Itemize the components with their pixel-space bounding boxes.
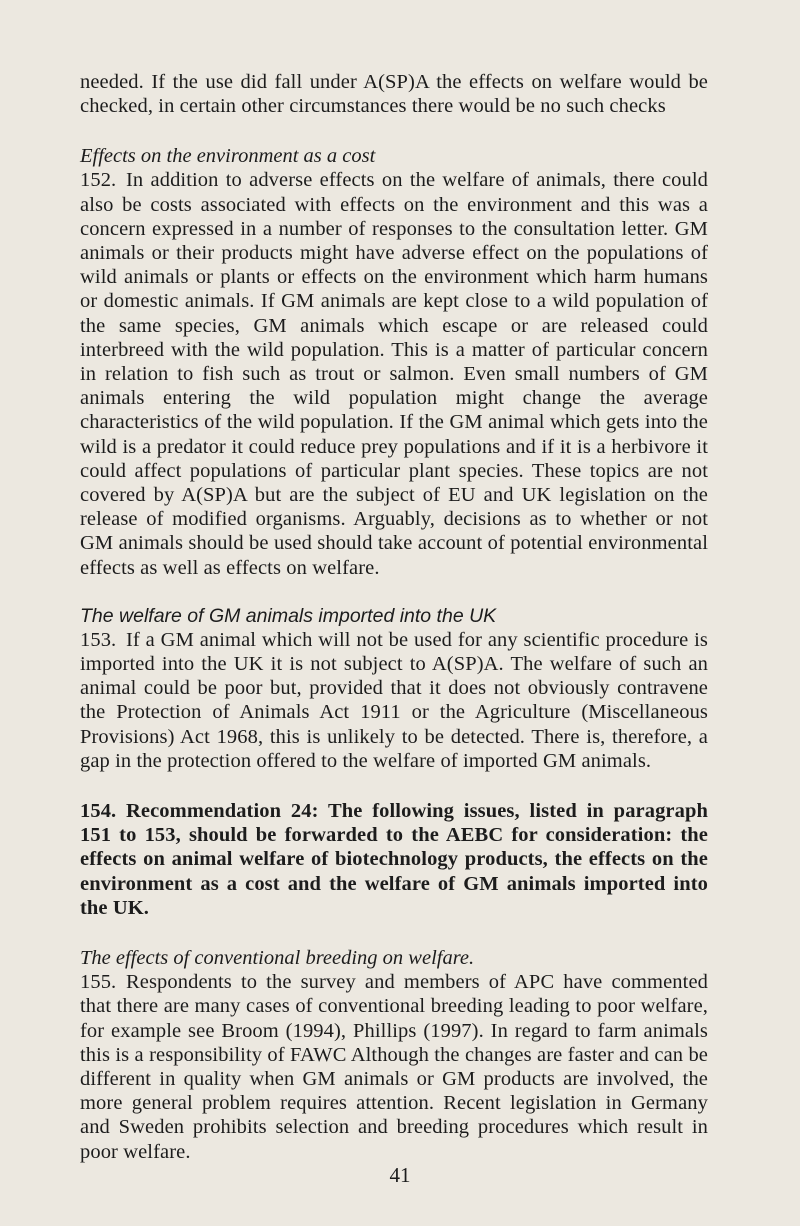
paragraph-text: If a GM animal which will not be used for any scientific procedure is imported into the UK it is not subject to A(SP)A. The welfare of such an animal could be poor but, provided that it does not obviously contravene the Protection of Animals Act 1911 or the Agriculture (Miscellaneous Provisions) Act 1968, this is unlikely to be detected. There is, therefore, a gap in the protection offered to the welfare of imported GM animals. <box>80 628 708 772</box>
heading-conventional-breeding: The effects of conventional breeding on welfare. <box>80 947 475 970</box>
intro-paragraph: needed. If the use did fall under A(SP)A the effects on welfare would be checked, in certain other circumstances there would be no such checks <box>80 71 708 118</box>
paragraph-text: Recommendation 24: The following issues, listed in paragraph 151 to 153, should be forwarded to the AEBC for consideration: the effects on animal welfare of biotechnology products, the effects on the environment as a cost and the welfare of GM animals imported into the UK. <box>80 800 708 919</box>
paragraph-152 <box>80 168 708 579</box>
paragraph-text: In addition to adverse effects on the welfare of animals, there could also be costs associated with effects on the environment and this was a concern expressed in a number of responses to the consultation letter. GM animals or their products might have adverse effect on the populations of wild animals or plants or effects on the environment which harm humans or domestic animals. If GM animals are kept close to a wild population of the same species, GM animals which escape or are released could interbreed with the wild population. This is a matter of particular concern in relation to fish such as trout or salmon. Even small numbers of GM animals entering the wild population might change the average characteristics of the wild population. If the GM animal which gets into the wild is a predator it could reduce prey populations and if it is a herbivore it could affect populations of particular plant species. These topics are not covered by A(SP)A but are the subject of EU and UK legislation on the release of modified organisms. Arguably, decisions as to whether or not GM animals should be used should take account of potential environmental effects as well as effects on welfare. <box>80 169 708 579</box>
paragraph-153 <box>80 628 708 773</box>
paragraph-154-recommendation <box>80 799 708 920</box>
paragraph-number: 155. <box>80 971 117 994</box>
paragraph-number: 153. <box>80 628 117 651</box>
page-number: 41 <box>389 1163 411 1187</box>
paragraph-number: 152. <box>80 169 117 192</box>
paragraph-155 <box>80 970 708 1164</box>
heading-imported: The welfare of GM animals imported into the UK <box>80 604 497 627</box>
paragraph-number: 154. <box>80 800 117 823</box>
paragraph-text: Respondents to the survey and members of APC have commented that there are many cases of conventional breeding leading to poor welfare, for example see Broom (1994), Phillips (1997). In regard to farm animals this is a responsibility of FAWC Although the changes are faster and can be different in quality when GM animals or GM products are involved, the more general problem requires attention. Recent legislation in Germany and Sweden prohibits selection and breeding procedures which result in poor welfare. <box>80 971 708 1163</box>
heading-environment: Effects on the environment as a cost <box>80 145 376 168</box>
